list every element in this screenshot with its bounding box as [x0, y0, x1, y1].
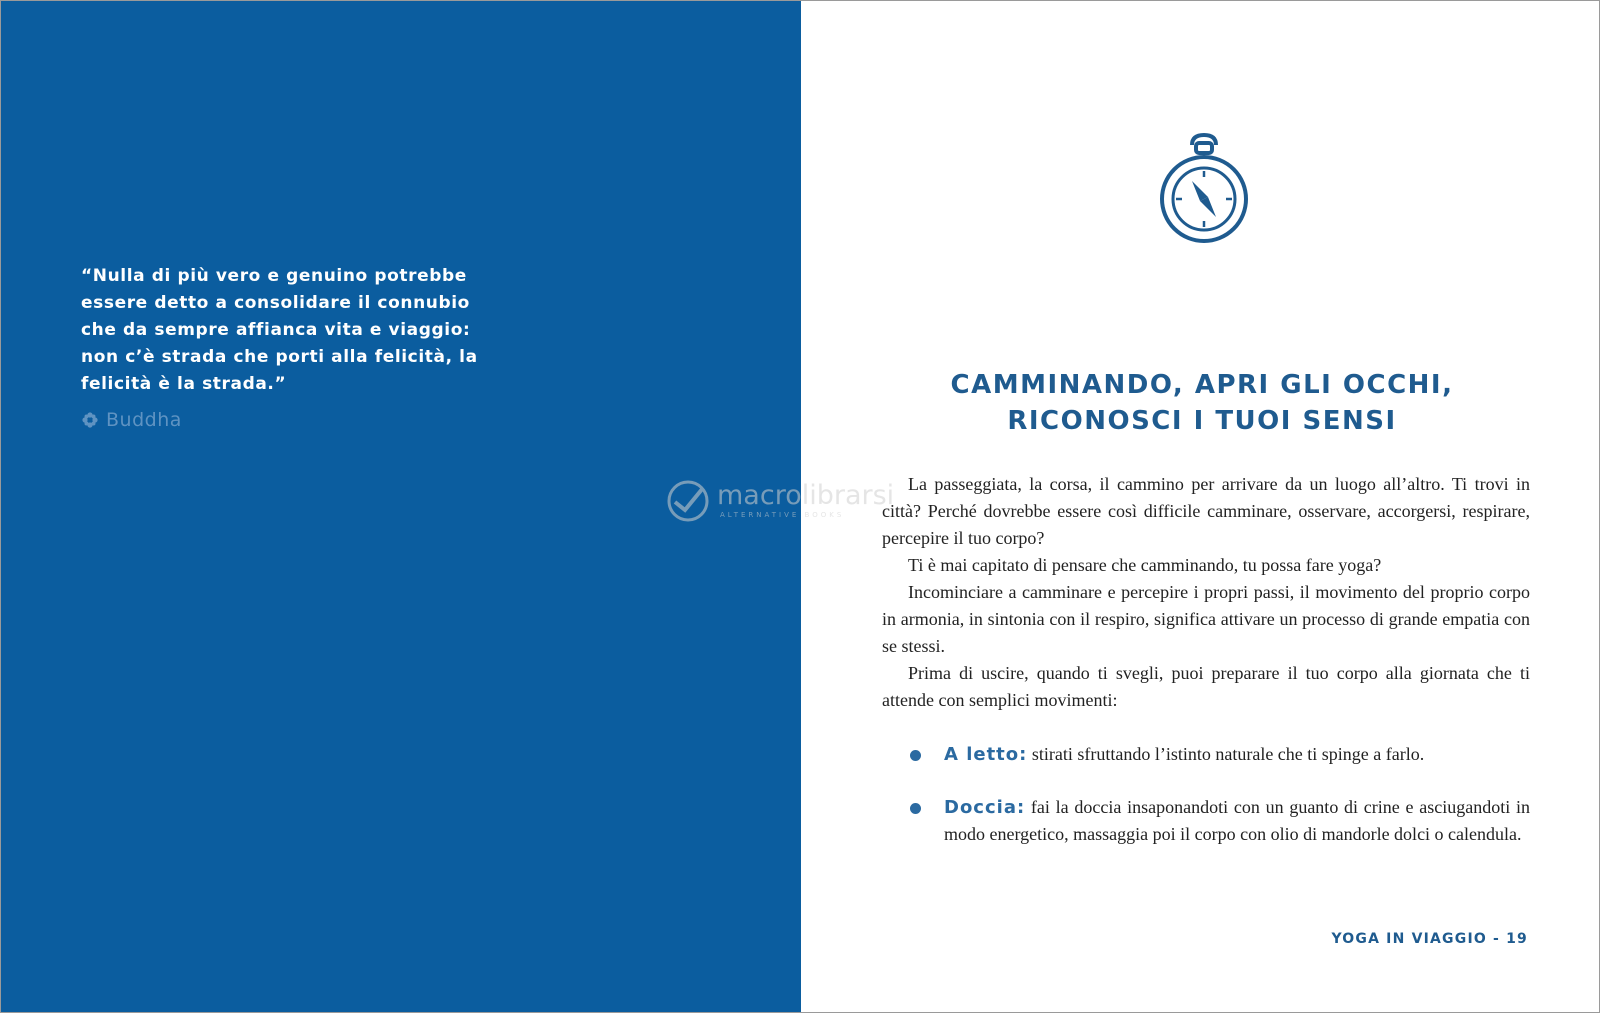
quote-line: essere detto a consolidare il connubio — [81, 293, 470, 313]
author-name: Buddha — [106, 409, 182, 431]
bullet-term: A letto: — [944, 744, 1028, 765]
quote-line: felicità è la strada.” — [81, 374, 287, 394]
list-item — [910, 741, 1530, 768]
paragraph: Ti è mai capitato di pensare che camminando, tu possa fare yoga? — [908, 555, 1382, 575]
compass-icon — [1156, 131, 1252, 249]
left-page — [1, 1, 801, 1012]
bullet-text: stirati sfruttando l’istinto naturale che ti spinge a farlo. — [1027, 744, 1425, 764]
watermark-tagline: ALTERNATIVE BOOKS — [720, 511, 845, 519]
title-line: CAMMINANDO, APRI GLI OCCHI, — [950, 370, 1454, 400]
quote-line: che da sempre affianca vita e viaggio: — [81, 320, 471, 340]
watermark-brand: macrolibrarsi — [717, 480, 895, 511]
list-item — [910, 794, 1530, 848]
body-text — [882, 471, 1530, 714]
bullet-term: Doccia: — [944, 797, 1026, 818]
quote-line: “Nulla di più vero e genuino potrebbe — [81, 266, 467, 286]
quote-line: non c’è strada che porti alla felicità, la — [81, 347, 478, 367]
bullet-dot-icon — [910, 750, 921, 761]
right-page — [802, 1, 1599, 1012]
bullet-text: fai la doccia insaponandoti con un guanto di crine e asciugandoti in modo energetico, massaggia poi il corpo con olio di mandorle dolci o calendula. — [944, 797, 1530, 844]
paragraph: La passeggiata, la corsa, il cammino per arrivare da un luogo all’altro. Ti trovi in città? Perché dovrebbe essere così difficile camminare, osservare, accorgersi, respirare, percepire il tuo corpo? — [882, 474, 1530, 548]
bullet-dot-icon — [910, 803, 921, 814]
paragraph: Incominciare a camminare e percepire i propri passi, il movimento del proprio corpo in armonia, in sintonia con il respiro, significa attivare un processo di grande empatia con se stessi. — [882, 582, 1530, 656]
quote — [81, 263, 531, 398]
bullet-list — [910, 741, 1530, 874]
page-footer: YOGA IN VIAGGIO - 19 — [1331, 931, 1528, 947]
flower-icon — [82, 412, 98, 428]
page-title — [922, 367, 1482, 439]
paragraph: Prima di uscire, quando ti svegli, puoi preparare il tuo corpo alla giornata che ti attende con semplici movimenti: — [882, 663, 1530, 710]
title-line: RICONOSCI I TUOI SENSI — [1007, 406, 1397, 436]
quote-author — [82, 409, 182, 431]
